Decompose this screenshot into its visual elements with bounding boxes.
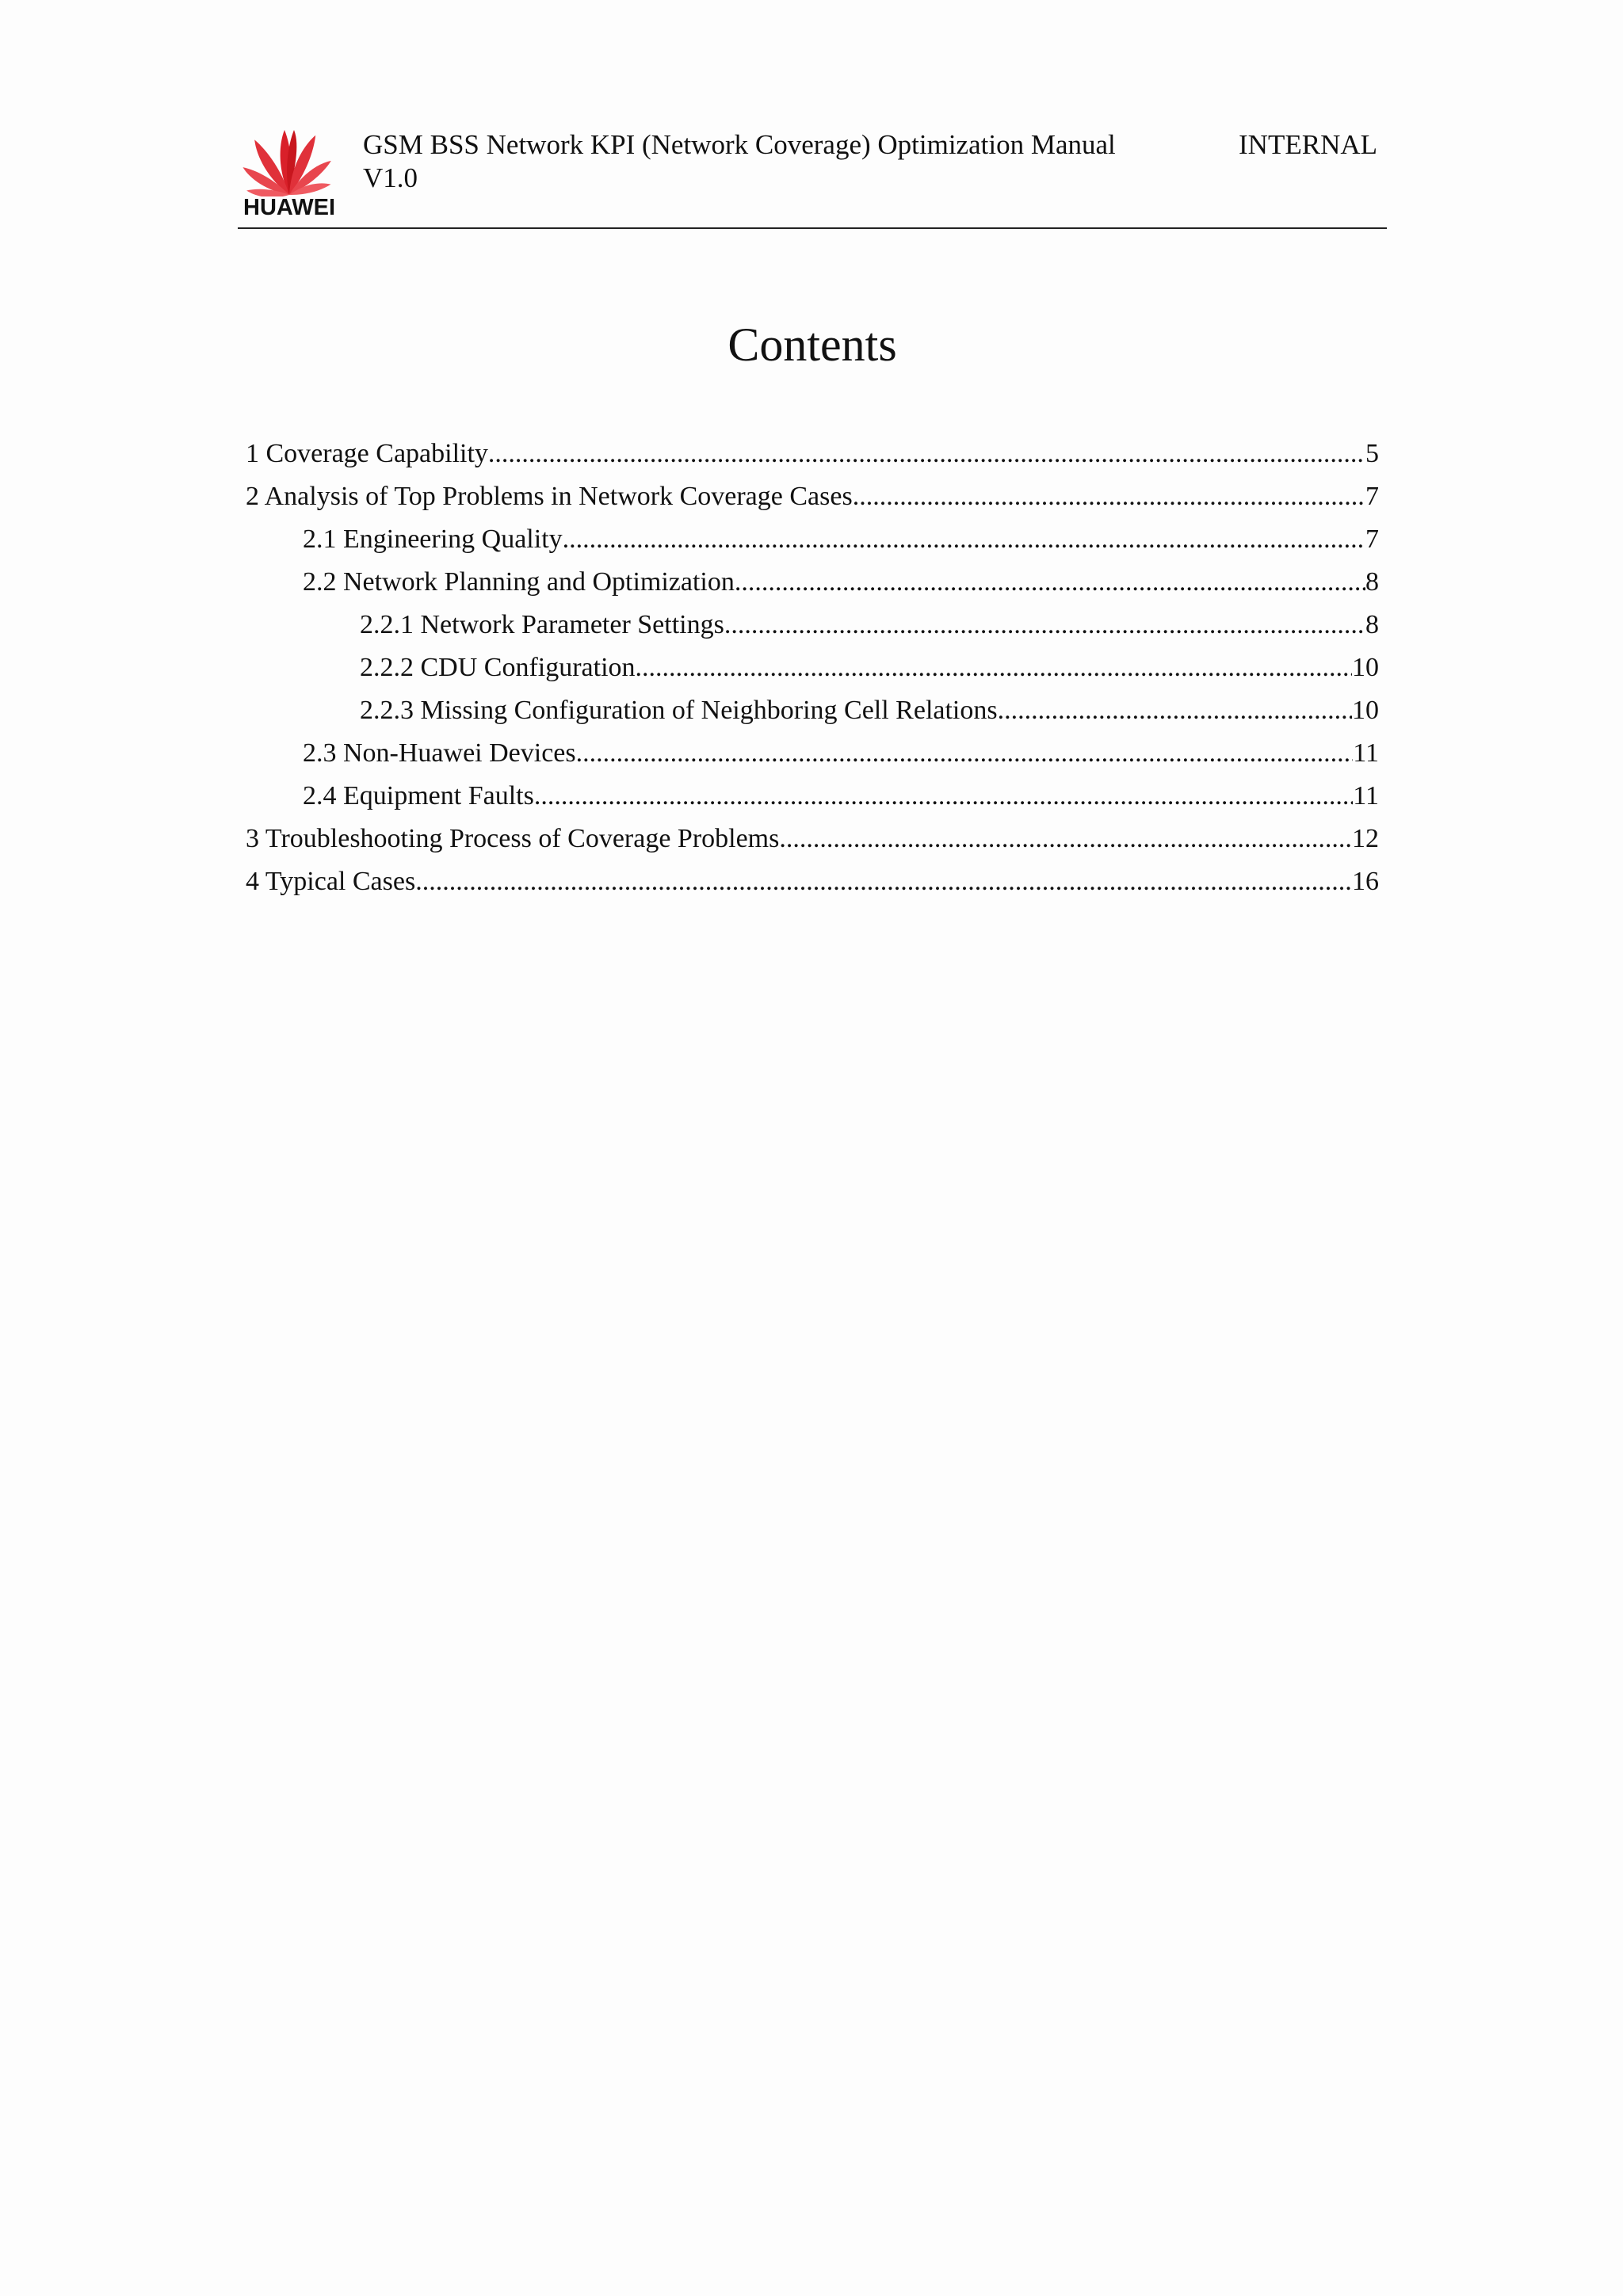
toc-entry-page-number[interactable]: 8: [1365, 610, 1379, 639]
classification-label: INTERNAL: [1239, 129, 1377, 160]
toc-entry-page-number[interactable]: 10: [1352, 696, 1379, 725]
toc-entry-page-number[interactable]: 5: [1365, 439, 1379, 468]
toc-leader-dots: [998, 689, 1352, 732]
toc-entry-label[interactable]: 2.3 Non-Huawei Devices: [303, 738, 576, 768]
page-header: [238, 119, 1387, 230]
toc-entry-page-number[interactable]: 7: [1365, 524, 1379, 554]
toc-entry[interactable]: [246, 860, 1379, 903]
toc-entry-label[interactable]: 2.4 Equipment Faults: [303, 781, 534, 810]
toc-entry-label[interactable]: 2 Analysis of Top Problems in Network Coverage Cases: [246, 482, 853, 511]
header-divider: [238, 227, 1387, 229]
document-title: GSM BSS Network KPI (Network Coverage) Optimization Manual V1.0: [363, 129, 1116, 193]
toc-entry[interactable]: [246, 561, 1379, 604]
toc-entry-label[interactable]: 2.2.1 Network Parameter Settings: [360, 610, 724, 639]
toc-entry-label[interactable]: 4 Typical Cases: [246, 867, 416, 896]
contents-heading: Contents: [727, 318, 897, 371]
toc-entry[interactable]: [246, 646, 1379, 689]
toc-entry[interactable]: [246, 689, 1379, 732]
toc-entry-page-number[interactable]: 16: [1352, 867, 1379, 896]
toc-entry-page-number[interactable]: 12: [1352, 824, 1379, 853]
toc-leader-dots: [415, 860, 1352, 903]
table-of-contents: [246, 433, 1379, 903]
toc-entry[interactable]: [246, 775, 1379, 818]
toc-leader-dots: [563, 518, 1365, 561]
toc-entry-page-number[interactable]: 11: [1353, 738, 1379, 768]
toc-entry[interactable]: [246, 604, 1379, 646]
toc-entry-label[interactable]: 2.2 Network Planning and Optimization: [303, 567, 735, 597]
toc-entry-page-number[interactable]: 10: [1352, 653, 1379, 682]
toc-entry-page-number[interactable]: 11: [1353, 781, 1379, 810]
toc-leader-dots: [853, 475, 1365, 518]
toc-entry[interactable]: [246, 475, 1379, 518]
toc-entry-label[interactable]: 2.2.2 CDU Configuration: [360, 653, 636, 682]
toc-entry-page-number[interactable]: 8: [1365, 567, 1379, 597]
toc-entry-label[interactable]: 1 Coverage Capability: [246, 439, 488, 468]
toc-leader-dots: [735, 561, 1365, 604]
toc-entry[interactable]: [246, 732, 1379, 775]
toc-leader-dots: [534, 775, 1353, 818]
toc-leader-dots: [636, 646, 1352, 689]
toc-leader-dots: [779, 818, 1352, 860]
huawei-logo-text: HUAWEI: [243, 195, 335, 220]
huawei-flower-icon: [242, 125, 337, 196]
toc-entry[interactable]: [246, 433, 1379, 475]
toc-entry-page-number[interactable]: 7: [1365, 482, 1379, 511]
toc-entry-label[interactable]: 2.1 Engineering Quality: [303, 524, 563, 554]
toc-entry[interactable]: [246, 518, 1379, 561]
toc-leader-dots: [576, 732, 1354, 775]
toc-leader-dots: [488, 433, 1365, 475]
toc-entry-label[interactable]: 3 Troubleshooting Process of Coverage Problems: [246, 824, 780, 853]
toc-leader-dots: [724, 604, 1365, 646]
toc-entry[interactable]: [246, 818, 1379, 860]
toc-entry-label[interactable]: 2.2.3 Missing Configuration of Neighboring Cell Relations: [360, 696, 998, 725]
